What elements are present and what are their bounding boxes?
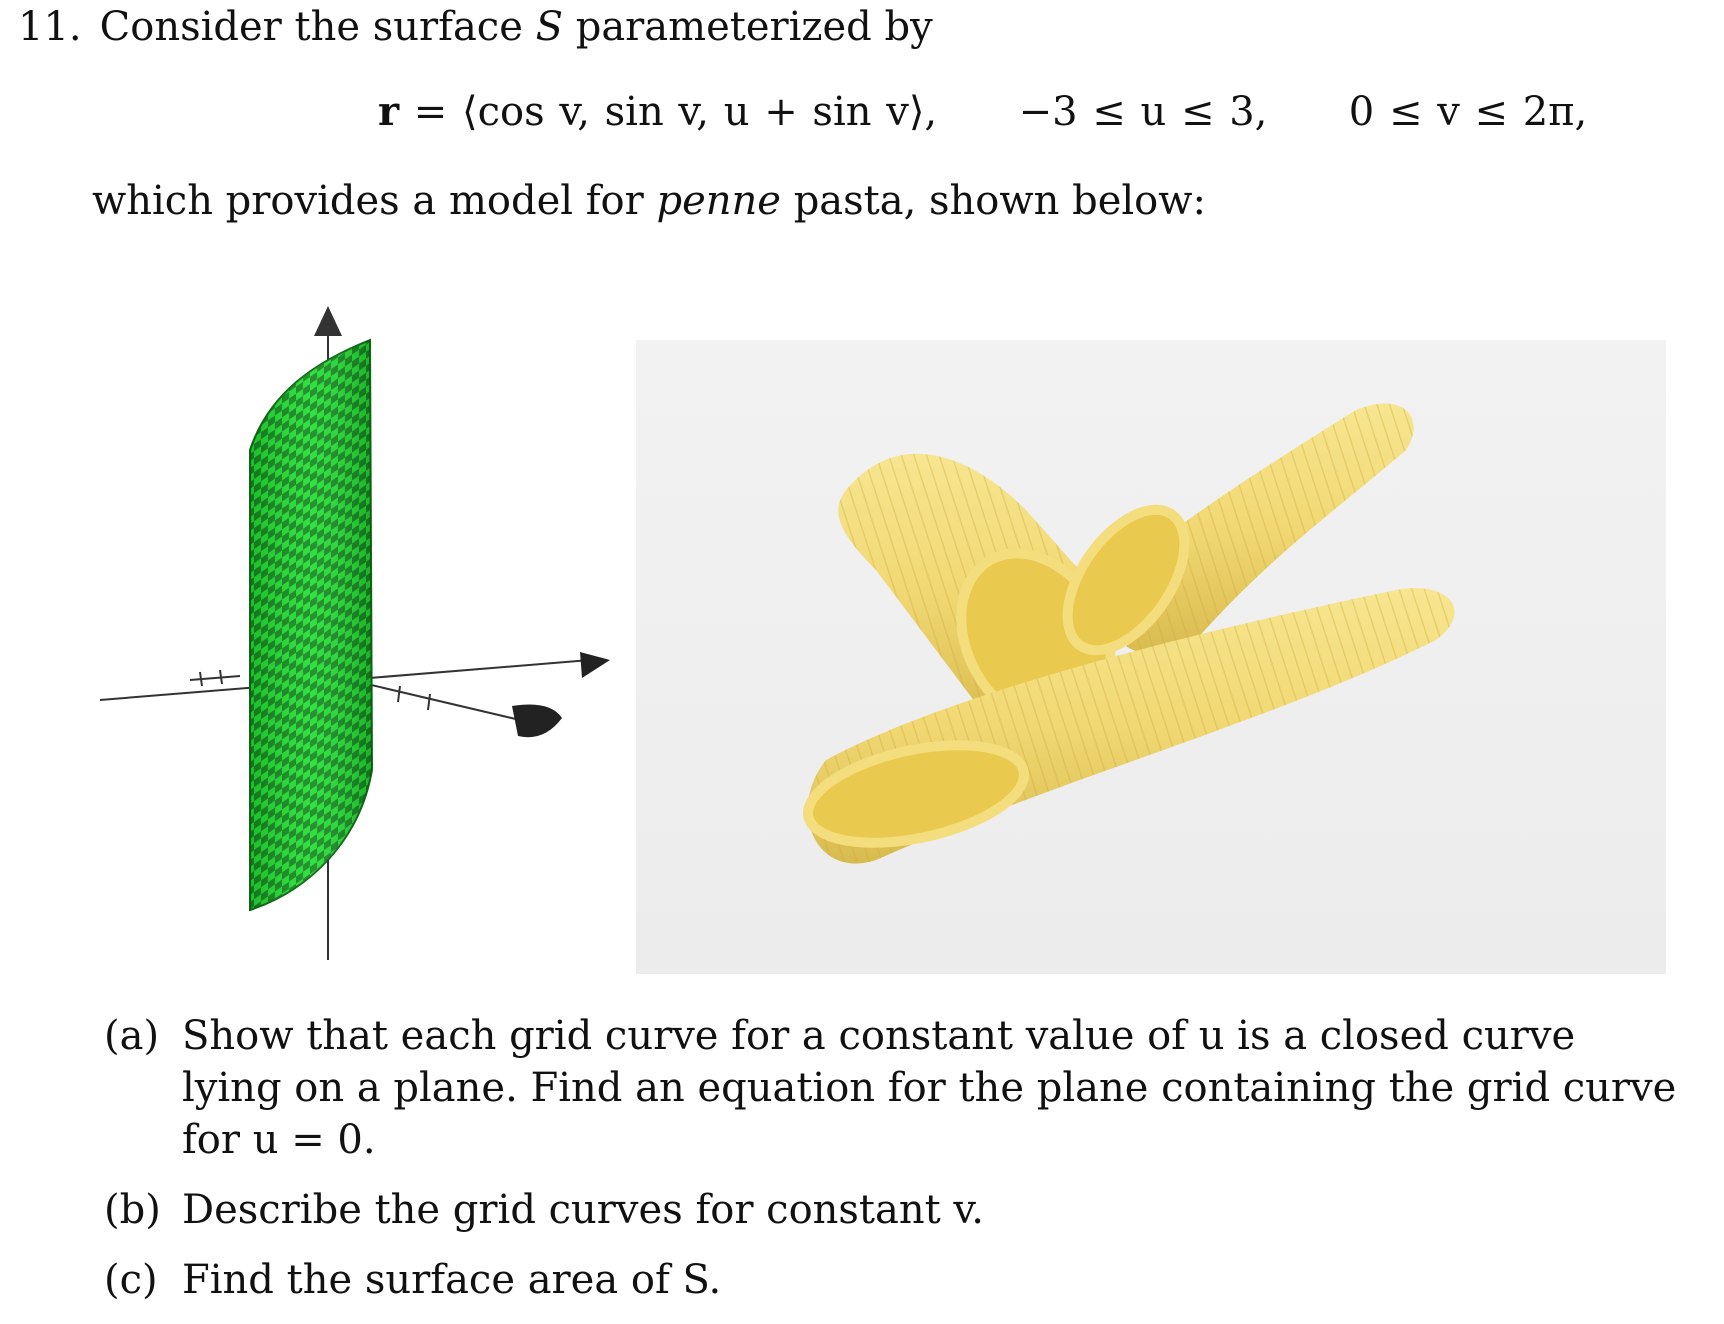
penne-photo bbox=[636, 340, 1666, 974]
v-range: 0 ≤ v ≤ 2π, bbox=[1348, 89, 1588, 135]
part-text: Show that each grid curve for a constant value of u is a closed curve lying on a plane. Find an equation for the plane containing the grid curve for u = 0. bbox=[182, 1013, 1677, 1163]
z-axis-arrowhead bbox=[314, 306, 342, 336]
parameterization-formula bbox=[378, 88, 1587, 135]
vector-r: r bbox=[378, 88, 400, 135]
intro-text-post: parameterized by bbox=[575, 4, 933, 50]
part-label: (a) bbox=[104, 1013, 160, 1059]
problem-number: 11. bbox=[18, 4, 82, 50]
part-label: (b) bbox=[104, 1187, 161, 1233]
problem-statement bbox=[18, 4, 933, 50]
x-axis bbox=[350, 680, 520, 720]
part-text: Find the surface area of S. bbox=[182, 1257, 722, 1303]
model-description bbox=[92, 178, 1206, 224]
penne-word: penne bbox=[656, 178, 781, 224]
u-range: −3 ≤ u ≤ 3, bbox=[1018, 89, 1268, 135]
x-axis-arrowhead bbox=[512, 705, 562, 738]
surface-plot bbox=[100, 300, 620, 980]
desc-pre: which provides a model for bbox=[92, 178, 644, 224]
part-label: (c) bbox=[104, 1257, 158, 1303]
desc-post: pasta, shown below: bbox=[793, 178, 1206, 224]
intro-text-pre: Consider the surface bbox=[99, 4, 523, 50]
surface-variable: S bbox=[535, 4, 563, 50]
question-parts bbox=[104, 1010, 1684, 1324]
y-axis-arrowhead bbox=[580, 652, 610, 678]
part-b bbox=[104, 1184, 1684, 1236]
part-a bbox=[104, 1010, 1684, 1166]
part-c bbox=[104, 1254, 1684, 1306]
part-text: Describe the grid curves for constant v. bbox=[182, 1187, 984, 1233]
vector-expression: = ⟨cos v, sin v, u + sin v⟩, bbox=[399, 89, 938, 135]
